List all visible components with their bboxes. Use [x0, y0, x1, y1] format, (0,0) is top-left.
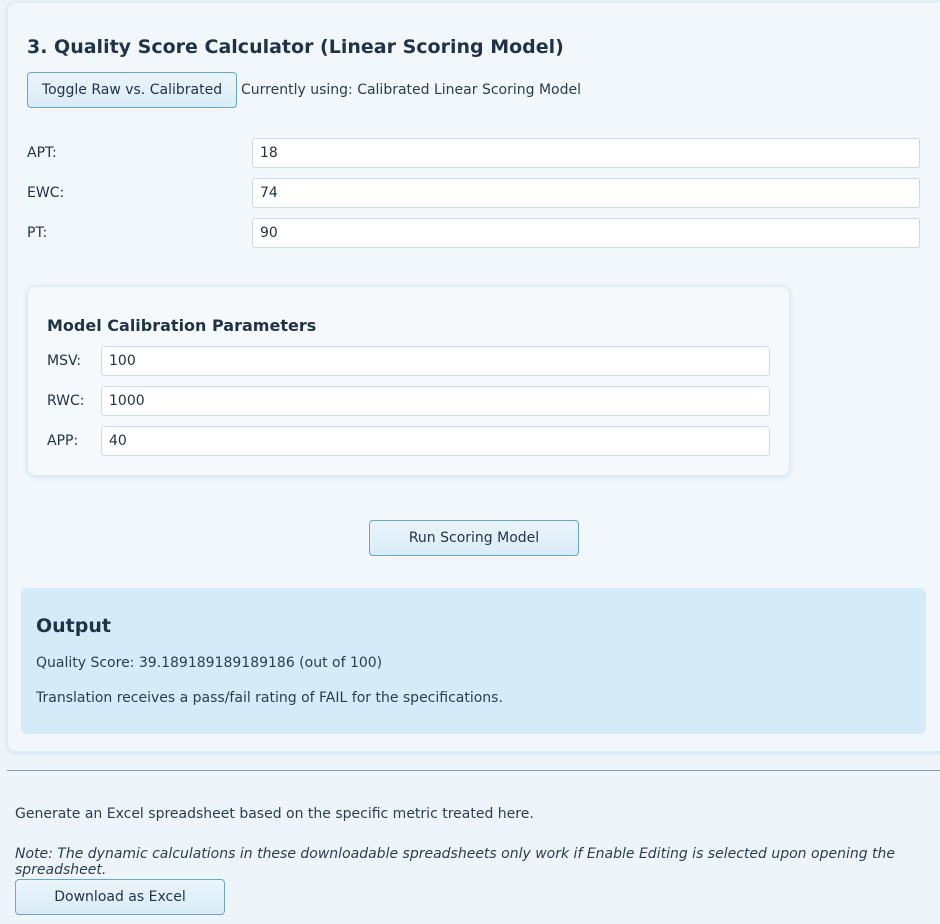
app-label: APP: — [47, 433, 79, 449]
calculator-title: 3. Quality Score Calculator (Linear Scoring Model) — [27, 36, 564, 58]
rwc-input[interactable] — [101, 386, 770, 416]
pass-fail-rating-text: Translation receives a pass/fail rating of FAIL for the specifications. — [36, 690, 503, 706]
ewc-label: EWC: — [27, 185, 65, 201]
mode-status-text: Currently using: Calibrated Linear Scoring Model — [241, 82, 581, 98]
app-input[interactable] — [101, 426, 770, 456]
pt-input[interactable] — [252, 218, 920, 248]
section-divider — [7, 770, 940, 771]
calibration-title: Model Calibration Parameters — [47, 316, 317, 335]
excel-description: Generate an Excel spreadsheet based on the specific metric treated here. — [15, 806, 534, 822]
enable-editing-note: Note: The dynamic calculations in these downloadable spreadsheets only work if Enable Editing is selected upon opening the spreadsheet. — [15, 846, 896, 878]
apt-label: APT: — [27, 145, 57, 161]
apt-input[interactable] — [252, 138, 920, 168]
msv-label: MSV: — [47, 353, 82, 369]
run-scoring-model-button[interactable]: Run Scoring Model — [369, 520, 579, 556]
download-excel-button[interactable]: Download as Excel — [15, 879, 225, 915]
msv-input[interactable] — [101, 346, 770, 376]
rwc-label: RWC: — [47, 393, 85, 409]
output-title: Output — [36, 615, 111, 637]
toggle-raw-calibrated-button[interactable]: Toggle Raw vs. Calibrated — [27, 72, 237, 108]
quality-score-text: Quality Score: 39.189189189189186 (out of 100) — [36, 655, 383, 671]
ewc-input[interactable] — [252, 178, 920, 208]
pt-label: PT: — [27, 225, 48, 241]
